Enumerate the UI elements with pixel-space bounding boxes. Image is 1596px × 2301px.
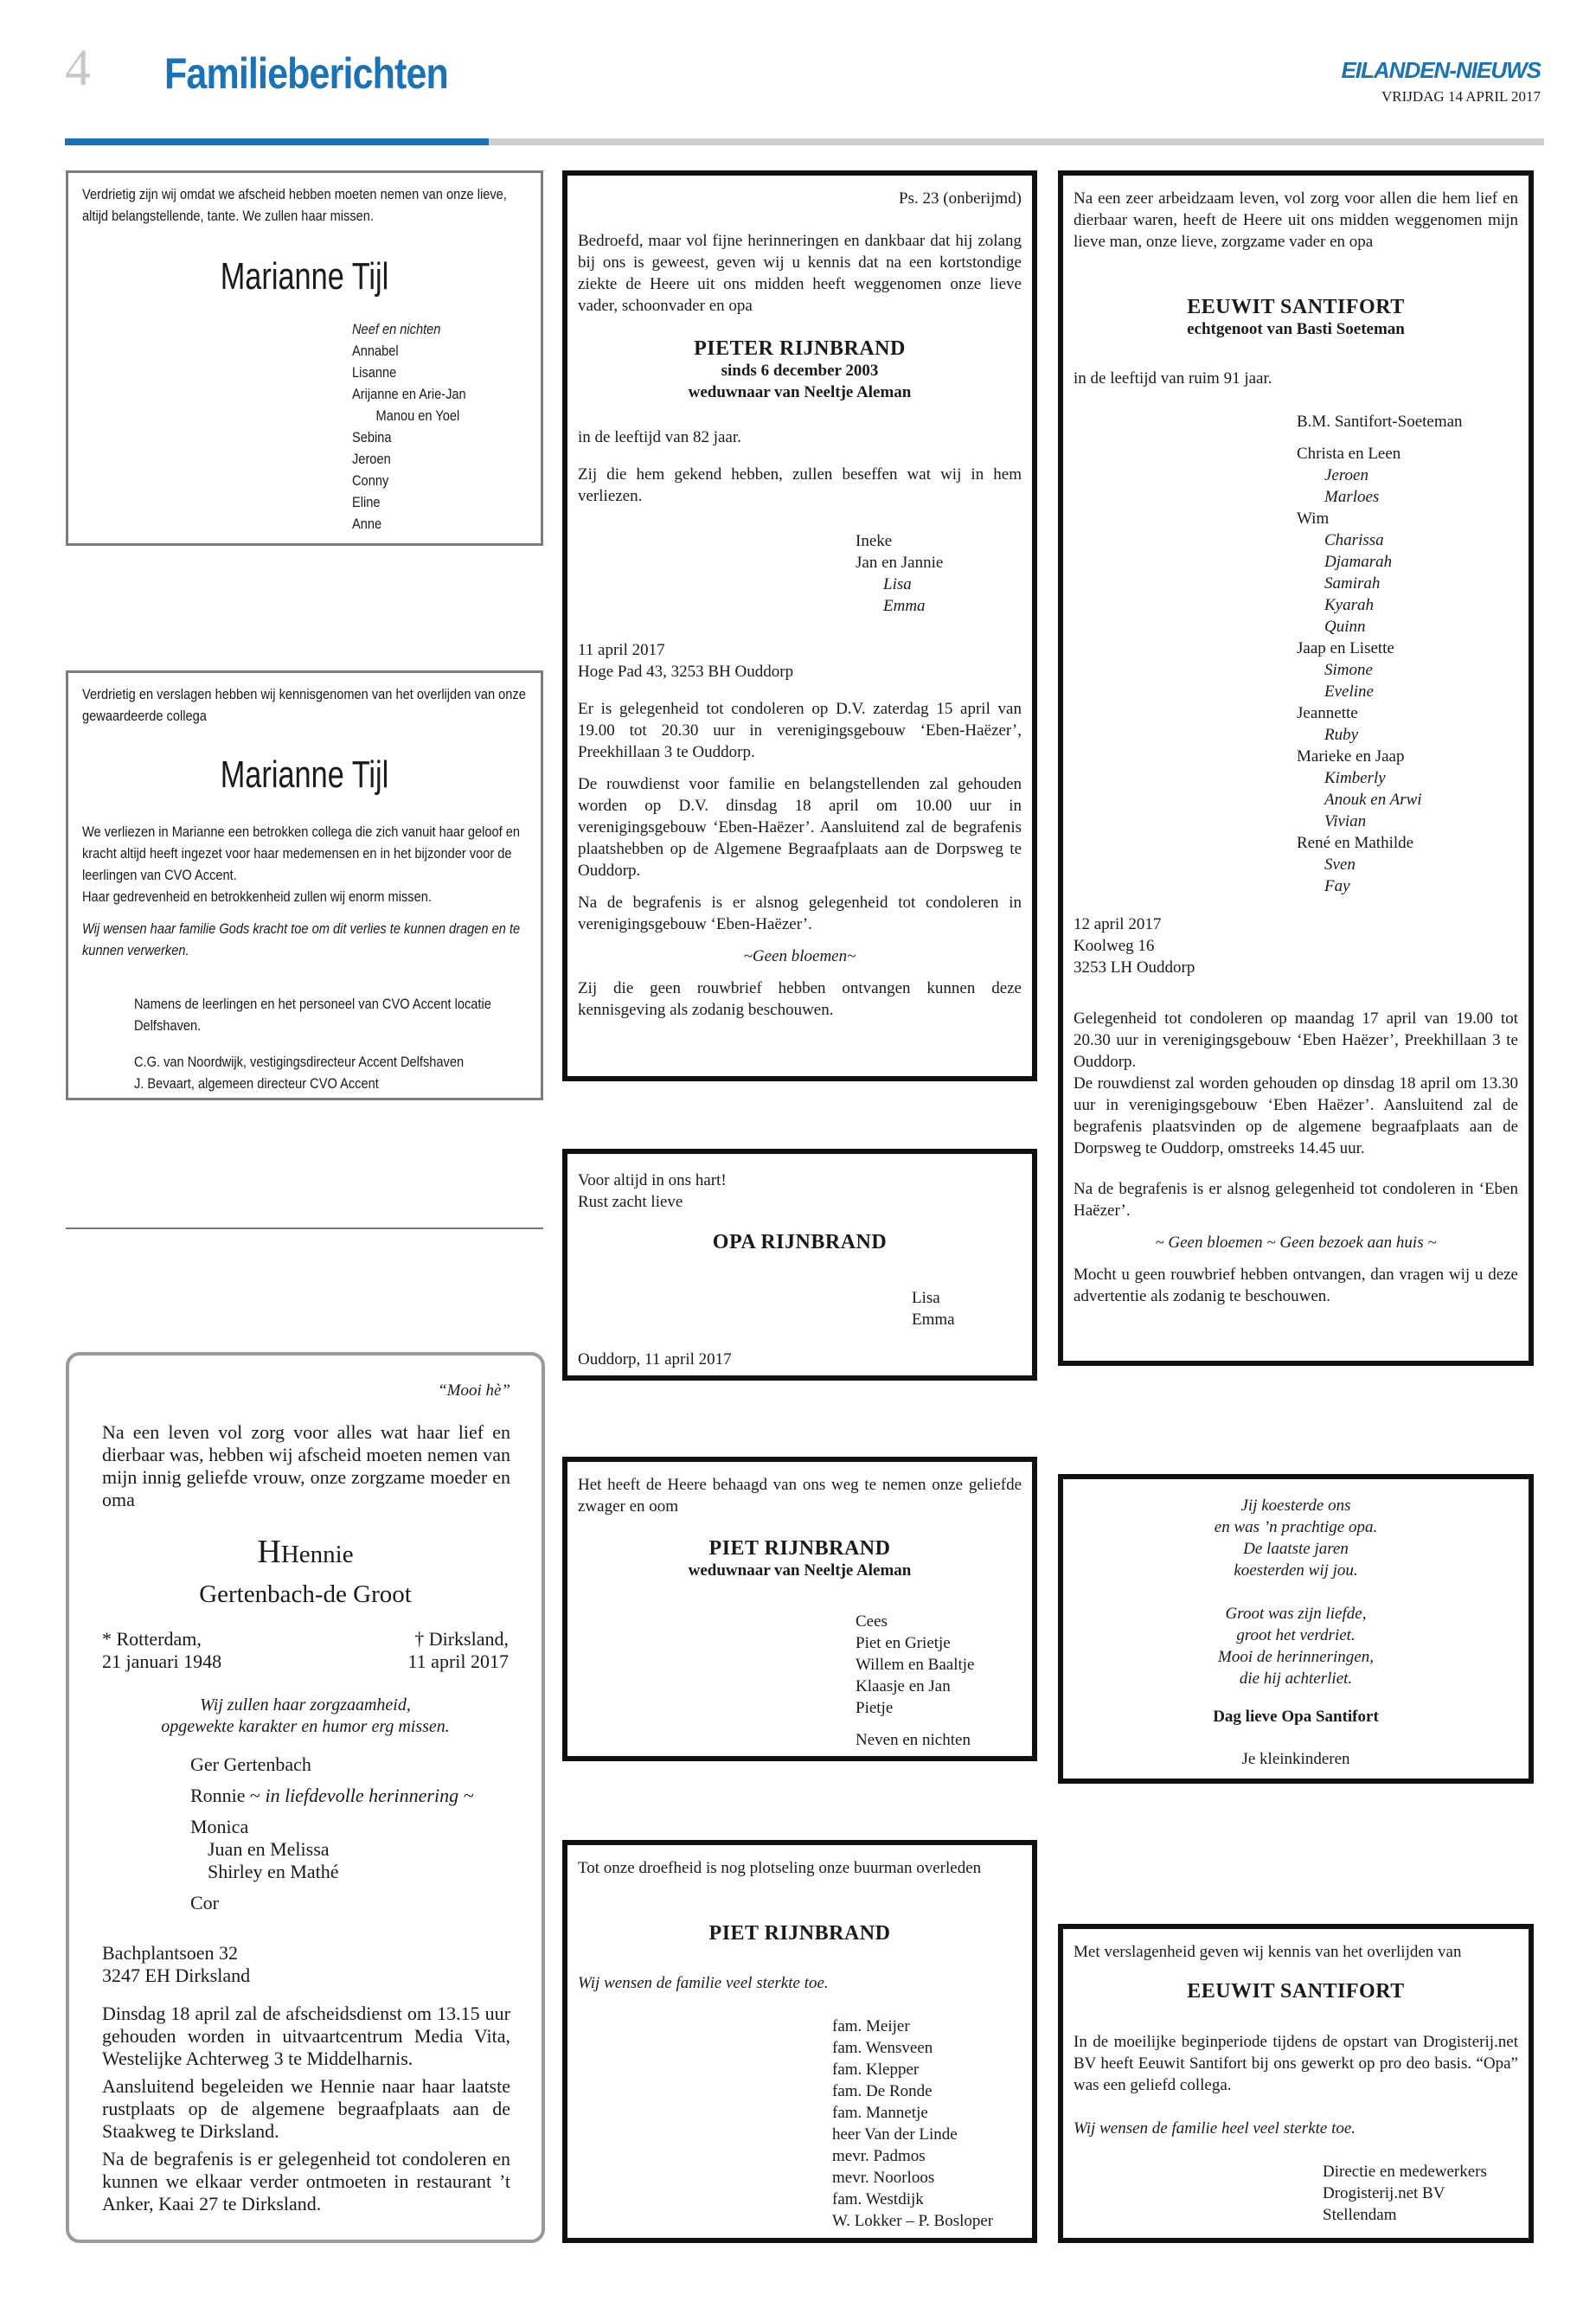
deceased-name: PIETER RIJNBRAND — [694, 337, 906, 360]
family-member: Klaasje en Jan — [856, 1677, 951, 1695]
birth-date: 21 januari 1948 — [102, 1650, 222, 1672]
notice-signature: Je kleinkinderen — [1241, 1750, 1350, 1768]
deceased-age: in de leeftijd van ruim 91 jaar. — [1074, 369, 1272, 388]
neighbour: fam. De Ronde — [832, 2082, 933, 2100]
family-member — [190, 1785, 536, 1807]
poem — [1063, 1495, 1529, 1689]
grandchild: Kimberly — [1324, 769, 1386, 787]
grandchild: Quinn — [1324, 618, 1366, 636]
notice-address — [1074, 913, 1195, 978]
family-member: Jeroen — [352, 451, 391, 467]
notice-intro: Met verslagenheid geven wij kennis van het overlijden van — [1074, 1943, 1462, 1961]
neighbour: fam. Wensveen — [832, 2039, 933, 2057]
family-member: Emma — [912, 1311, 955, 1329]
family-list — [352, 318, 575, 535]
poem-line: koesterden wij jou. — [1234, 1561, 1358, 1580]
address-line: 3247 EH Dirksland — [102, 1965, 251, 1986]
poem-closing: Dag lieve Opa Santifort — [1213, 1708, 1379, 1726]
notice-pieter-rijnbrand — [562, 170, 1037, 1081]
family-member: Marieke en Jaap — [1297, 747, 1405, 766]
grandchild: Samirah — [1324, 574, 1381, 593]
notice-wish: Wij wensen haar familie Gods kracht toe om dit verlies te kunnen dragen en te kunnen verwerken. — [82, 920, 521, 958]
family-member: René en Mathilde — [1297, 834, 1414, 852]
family-list — [856, 1611, 974, 1751]
deceased-first-name — [69, 1534, 542, 1576]
neighbour: W. Lokker – P. Bosloper — [832, 2212, 994, 2230]
poem-line: Groot was zijn liefde, — [1225, 1605, 1367, 1623]
spouse: B.M. Santifort-Soeteman — [1297, 413, 1463, 431]
notice-text: In de moeilijke beginperiode tijdens de opstart van Drogisterij.net BV heeft Eeuwit Santifort bij ons gewerkt op pro deo basis. “Opa” was een geliefd collega. — [1074, 2033, 1518, 2094]
notice-piet-rijnbrand-family — [562, 1457, 1037, 1761]
grandchild: Sven — [1324, 856, 1356, 874]
birth-info — [102, 1628, 221, 1673]
deceased-surname: Gertenbach-de Groot — [199, 1580, 412, 1608]
deceased-subtitle: echtgenoot van Basti Soeteman — [1187, 320, 1405, 338]
notice-date: 11 april 2017 — [578, 641, 665, 659]
notice-quote: “Mooi hè” — [438, 1381, 510, 1400]
family-member: Arijanne en Arie-Jan — [352, 386, 466, 402]
notice-text: Zij die geen rouwbrief hebben ontvangen kunnen deze kennisgeving als zodanig beschouwen. — [578, 979, 1022, 1019]
family-heading: Neef en nichten — [352, 321, 441, 337]
family-member: Cor — [190, 1892, 219, 1913]
notice-piet-rijnbrand-neighbours — [562, 1840, 1037, 2243]
birth-place: * Rotterdam, — [102, 1628, 202, 1650]
death-info — [408, 1628, 510, 1673]
family-member: Neven en nichten — [856, 1731, 971, 1749]
family-member: Jaap en Lisette — [1297, 639, 1394, 657]
deceased-name-block — [567, 338, 1032, 403]
deceased-subtitle: sinds 6 december 2003 — [721, 362, 879, 380]
notice-date: 12 april 2017 — [1074, 915, 1162, 933]
family-list — [856, 530, 943, 617]
notice-flowers: ~ Geen bloemen ~ Geen bezoek aan huis ~ — [1155, 1234, 1437, 1252]
family-member: Juan en Melissa — [208, 1838, 330, 1860]
deceased-name: PIET RIJNBRAND — [708, 1922, 891, 1945]
neighbour: fam. Klepper — [832, 2061, 920, 2079]
signature-line: Directie en medewerkers — [1323, 2163, 1487, 2181]
family-member: Ineke — [856, 532, 893, 550]
neighbour: mevr. Noorloos — [832, 2169, 935, 2187]
name-rest: Hennie — [280, 1541, 354, 1568]
grandchild: Anouk en Arwi — [1324, 791, 1422, 809]
signature-line: C.G. van Noordwijk, vestigingsdirecteur Accent Delfshaven — [134, 1054, 465, 1070]
neighbour: fam. Meijer — [832, 2017, 910, 2035]
family-member: Pietje — [856, 1699, 894, 1717]
family-member: Lisanne — [352, 364, 397, 381]
notice-body — [1074, 1008, 1518, 1307]
family-member: Eline — [352, 494, 381, 510]
notice-body — [102, 2003, 510, 2215]
deceased-name: EEUWIT SANTIFORT — [1187, 296, 1405, 318]
grandchild: Vivian — [1324, 812, 1367, 830]
family-list — [190, 1753, 536, 1914]
intro-line: Voor altijd in ons hart! — [578, 1171, 727, 1189]
notice-signature-names — [134, 1051, 529, 1094]
poem-line: Jij koesterde ons — [1240, 1497, 1351, 1515]
notice-text: De rouwdienst zal worden gehouden op dinsdag 18 april om 13.30 uur in verenigingsgebouw ‘Eben Haëzer’. Aansluitend zal de begrafenis plaatsvinden op de algemene begraafplaats aan de Dorpsweg te Ouddorp, omstreeks 14.45 uur. — [1074, 1074, 1518, 1157]
family-member: Cees — [856, 1612, 888, 1631]
notice-intro: Verdrietig zijn wij omdat we afscheid hebben moeten nemen van onze lieve, altijd belangstellende, tante. We zullen haar missen. — [82, 186, 507, 224]
family-member: Christa en Leen — [1297, 445, 1401, 463]
grandchild: Fay — [1324, 877, 1350, 895]
notice-text: We verliezen in Marianne een betrokken collega die zich vanuit haar geloof en kracht altijd heeft ingezet voor haar medemensen en in het bijzonder voor de leerlingen van CVO Accent. — [82, 824, 521, 883]
notice-intro — [578, 1170, 727, 1213]
deceased-subtitle: weduwnaar van Neeltje Aleman — [688, 1561, 912, 1580]
address-line: Bachplantsoen 32 — [102, 1942, 239, 1964]
poem-line: groot het verdriet. — [1236, 1626, 1356, 1644]
notice-body — [82, 821, 529, 961]
poem-line: en was ’n prachtige opa. — [1214, 1518, 1378, 1536]
notice-eeuwit-santifort-family — [1058, 170, 1534, 1366]
neighbour-list — [832, 2016, 993, 2232]
signature-line: Stellendam — [1323, 2206, 1397, 2224]
family-member: Piet en Grietje — [856, 1634, 951, 1652]
deceased-name-block — [1063, 297, 1529, 340]
notice-intro: Tot onze droefheid is nog plotseling onze buurman overleden — [578, 1859, 982, 1877]
family-member: Jeannette — [1297, 704, 1358, 722]
header-rule-accent — [65, 138, 489, 145]
notice-text: Dinsdag 18 april zal de afscheidsdienst om 13.15 uur gehouden worden in uitvaartcentrum Media Vita, Westelijke Achterweg 3 te Middelharnis. — [102, 2003, 510, 2069]
notice-intro: Na een leven vol zorg voor alles wat haar lief en dierbaar was, hebben wij afscheid moeten nemen van mijn innig geliefde vrouw, onze zorgzame moeder en oma — [102, 1421, 510, 1510]
deceased-name-block — [567, 1538, 1032, 1581]
notice-address — [578, 639, 793, 683]
notice-text: Gelegenheid tot condoleren op maandag 17 april van 19.00 tot 20.30 uur in verenigingsgebouw ‘Eben Haëzer’, Preekhillaan 3 te Ouddorp. — [1074, 1009, 1518, 1071]
family-member: Anne — [352, 516, 382, 532]
family-member: Lisa — [912, 1289, 940, 1307]
family-member: Monica — [190, 1816, 249, 1837]
poem-line: Mooi de herinneringen, — [1218, 1648, 1374, 1666]
column-divider — [66, 1227, 543, 1229]
neighbour: heer Van der Linde — [832, 2125, 958, 2144]
notice-intro: Bedroefd, maar vol fijne herinneringen en dankbaar dat hij zolang bij ons is geweest, geven wij u kennis dat na een kortstondige ziekte de Heere uit ons midden heeft weggenomen onze lieve vader, schoonvader en opa — [578, 232, 1022, 315]
family-note: in liefdevolle herinnering ~ — [265, 1785, 474, 1806]
notice-body — [578, 698, 1022, 1021]
deceased-name: OPA RIJNBRAND — [712, 1231, 888, 1253]
notice-opa-rijnbrand — [562, 1149, 1037, 1381]
notice-text: Mocht u geen rouwbrief hebben ontvangen, dan vragen wij u deze advertentie als zodanig te beschouwen. — [1074, 1266, 1518, 1305]
family-member: Wim — [1297, 510, 1330, 528]
deceased-name: Marianne Tijl — [220, 753, 389, 796]
grandchild: Simone — [1324, 661, 1373, 679]
signature-line: Drogisterij.net BV — [1323, 2184, 1445, 2202]
family-member: Lisa — [883, 575, 912, 593]
family-list — [1297, 411, 1463, 897]
grandchild: Eveline — [1324, 683, 1374, 701]
notice-marianne-tijl-family — [66, 170, 543, 546]
notice-text: Aansluitend begeleiden we Hennie naar haar laatste rustplaats op de algemene begraafplaats aan de Staakweg te Dirksland. — [102, 2075, 510, 2142]
notice-text: De rouwdienst voor familie en belangstellenden zal gehouden worden op D.V. dinsdag 18 april om 10.00 uur in verenigingsgebouw ‘Eben-Haëzer’. Aansluitend zal de begrafenis plaatshebben op de Algemene Begraafplaats aan de Dorpsweg te Ouddorp. — [578, 775, 1022, 880]
notice-text: Er is gelegenheid tot condoleren op D.V. zaterdag 15 april van 19.00 tot 20.30 uur in verenigingsgebouw ‘Eben-Haëzer’, Preekhillaan 3 te Ouddorp. — [578, 700, 1022, 761]
address-line: 3253 LH Ouddorp — [1074, 958, 1195, 977]
intro-line: Rust zacht lieve — [578, 1193, 683, 1211]
notice-text: Na de begrafenis is er alsnog gelegenheid tot condoleren in verenigingsgebouw ‘Eben-Haëzer’. — [578, 894, 1022, 933]
notice-verse — [69, 1695, 542, 1738]
address-line: Koolweg 16 — [1074, 937, 1155, 955]
notice-marianne-tijl-colleagues — [66, 670, 543, 1100]
verse-line: opgewekte karakter en humor erg missen. — [161, 1717, 450, 1736]
family-member: Manou en Yoel — [375, 407, 460, 424]
newspaper-logo: EILANDEN-NIEUWS — [1341, 57, 1541, 83]
address-line: Hoge Pad 43, 3253 BH Ouddorp — [578, 663, 794, 681]
notice-psalm: Ps. 23 (onberijmd) — [899, 189, 1022, 208]
name-initial: H — [257, 1534, 281, 1570]
issue-date: VRIJDAG 14 APRIL 2017 — [1381, 88, 1541, 105]
grandchild: Marloes — [1324, 488, 1380, 506]
deceased-name: PIET RIJNBRAND — [708, 1537, 891, 1560]
family-member: Shirley en Mathé — [208, 1861, 339, 1882]
deceased-name: Marianne Tijl — [220, 255, 389, 298]
page-title: Familieberichten — [164, 49, 448, 98]
notice-eeuwit-santifort-colleagues — [1058, 1924, 1534, 2243]
signature-line: J. Bevaart, algemeen directeur CVO Accent — [134, 1075, 379, 1092]
grandchild: Ruby — [1324, 726, 1359, 744]
neighbour: fam. Westdijk — [832, 2190, 924, 2208]
grandchild: Kyarah — [1324, 596, 1374, 614]
deceased-name: EEUWIT SANTIFORT — [1187, 1980, 1405, 2003]
notice-wish: Wij wensen de familie veel sterkte toe. — [578, 1974, 829, 1992]
family-member: Jan en Jannie — [856, 554, 944, 572]
notice-wish: Wij wensen de familie heel veel sterkte toe. — [1074, 2119, 1356, 2138]
notice-text: Na de begrafenis is er gelegenheid tot condoleren en kunnen we elkaar verder ontmoeten in restaurant ’t Anker, Kaai 27 te Dirksland. — [102, 2148, 510, 2214]
page-number: 4 — [65, 39, 91, 96]
verse-line: Wij zullen haar zorgzaamheid, — [200, 1695, 411, 1715]
notice-text: Zij die hem gekend hebben, zullen beseffen wat wij in hem verliezen. — [578, 465, 1022, 505]
grandchild: Jeroen — [1324, 466, 1368, 484]
family-member: Willem en Baaltje — [856, 1656, 975, 1674]
notice-footer: Ouddorp, 11 april 2017 — [578, 1350, 732, 1368]
family-member: Annabel — [352, 343, 399, 359]
deceased-subtitle: weduwnaar van Neeltje Aleman — [688, 383, 912, 401]
family-member: Conny — [352, 472, 389, 489]
family-member: Sebina — [352, 429, 392, 445]
neighbour: fam. Mannetje — [832, 2104, 928, 2122]
grandchild: Djamarah — [1324, 553, 1393, 571]
notice-poem-opa-santifort — [1058, 1474, 1534, 1784]
notice-hennie-gertenbach — [66, 1352, 545, 2243]
family-member: Ger Gertenbach — [190, 1753, 311, 1775]
notice-signature — [1323, 2161, 1487, 2226]
notice-intro: Verdrietig en verslagen hebben wij kennisgenomen van het overlijden van onze gewaardeerde collega — [82, 686, 526, 724]
family-list — [912, 1287, 955, 1330]
death-date: 11 april 2017 — [407, 1650, 509, 1672]
notice-text: Na de begrafenis is er alsnog gelegenheid tot condoleren in ‘Eben Haëzer’. — [1074, 1180, 1518, 1220]
notice-signature — [134, 993, 529, 1036]
poem-line: De laatste jaren — [1243, 1540, 1349, 1558]
notice-intro: Het heeft de Heere behaagd van ons weg te nemen onze geliefde zwager en oom — [578, 1476, 1022, 1516]
deceased-name — [69, 1534, 542, 1612]
notice-intro: Na een zeer arbeidzaam leven, vol zorg voor allen die hem lief en dierbaar waren, heeft de Heere uit ons midden weggenomen mijn lieve man, onze lieve, zorgzame vader en opa — [1074, 189, 1518, 251]
signature-line: Namens de leerlingen en het personeel van CVO Accent locatie Delfshaven. — [134, 996, 491, 1034]
poem-line: die hij achterliet. — [1239, 1670, 1353, 1688]
notice-flowers: ~Geen bloemen~ — [743, 947, 856, 965]
grandchild: Charissa — [1324, 531, 1384, 549]
neighbour: mevr. Padmos — [832, 2147, 926, 2165]
family-member: Emma — [883, 597, 926, 615]
death-place: † Dirksland, — [414, 1628, 509, 1650]
notice-address — [102, 1942, 250, 1987]
family-name: Ronnie ~ — [190, 1785, 260, 1806]
notice-text: Haar gedrevenheid en betrokkenheid zullen wij enorm missen. — [82, 888, 432, 905]
deceased-age: in de leeftijd van 82 jaar. — [578, 428, 741, 446]
